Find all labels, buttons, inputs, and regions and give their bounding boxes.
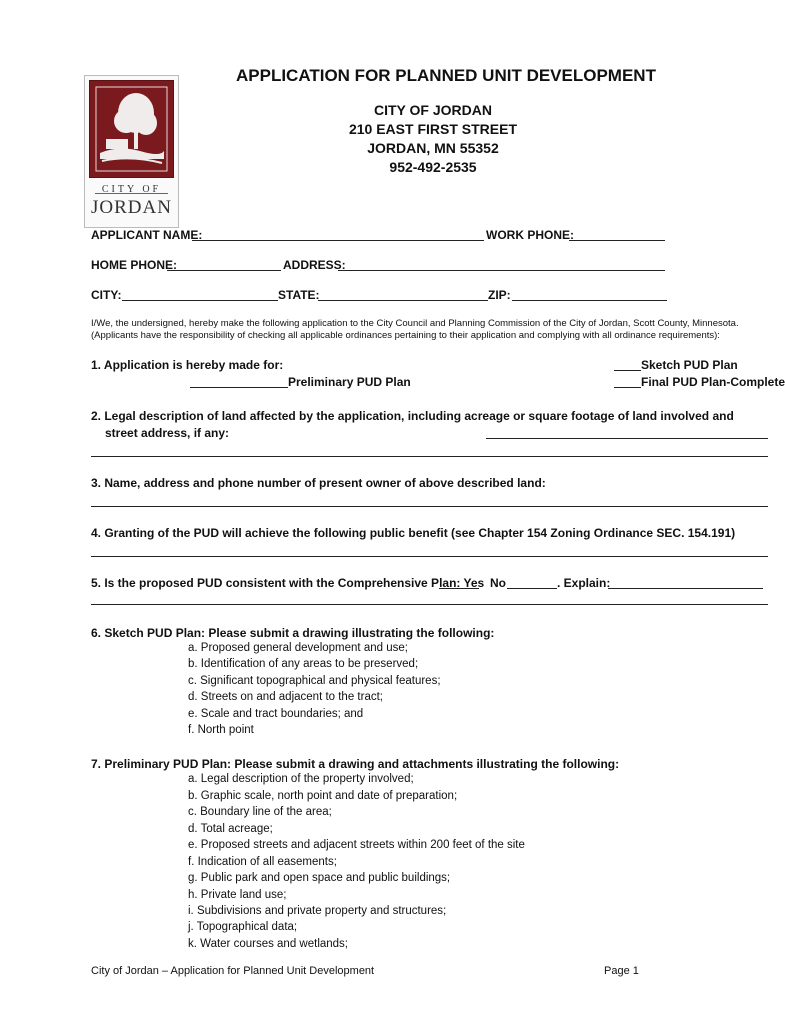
sketch-pud-option: Sketch PUD Plan	[641, 358, 738, 372]
q7-item: j. Topographical data;	[188, 921, 298, 933]
footer-title: City of Jordan – Application for Planned Unit Development	[91, 965, 375, 977]
q7-item: a. Legal description of the property involved;	[188, 773, 414, 785]
q6-item: b. Identification of any areas to be preserved;	[188, 658, 419, 670]
q7-item: g. Public park and open space and public buildings;	[188, 872, 451, 884]
q5-no-field[interactable]	[507, 588, 557, 589]
work-phone-field[interactable]	[569, 240, 665, 241]
q5-explain-label: . Explain:	[557, 576, 611, 590]
city-logo	[84, 75, 179, 228]
address-line-1: CITY OF JORDAN	[374, 102, 492, 118]
q2-label-line-1: 2. Legal description of land affected by the application, including acreage or square footage of land involved and	[91, 409, 734, 423]
applicant-name-label: APPLICANT NAME:	[91, 228, 203, 242]
home-phone-field[interactable]	[167, 270, 281, 271]
q5-answer-line[interactable]	[91, 604, 768, 605]
zip-field[interactable]	[512, 300, 667, 301]
q6-item: d. Streets on and adjacent to the tract;	[188, 691, 383, 703]
q5-no-label: No	[490, 576, 506, 590]
logo-jordan: JORDAN	[91, 197, 172, 218]
sketch-pud-checkline[interactable]	[614, 370, 641, 371]
tree-seal-icon	[89, 80, 174, 178]
state-field[interactable]	[318, 300, 488, 301]
q7-item: d. Total acreage;	[188, 823, 273, 835]
q4-label: 4. Granting of the PUD will achieve the following public benefit (see Chapter 154 Zoning Ordinance SEC. 154.191)	[91, 526, 736, 540]
q2-answer-line-1[interactable]	[486, 438, 768, 439]
q7-item: i. Subdivisions and private property and structures;	[188, 905, 447, 917]
preliminary-pud-checkline[interactable]	[190, 387, 288, 388]
preliminary-pud-option: Preliminary PUD Plan	[288, 375, 411, 389]
intro-line-2: (Applicants have the responsibility of checking all applicable ordinances pertaining to their application and complying with all ordinance requirements):	[91, 330, 720, 341]
q3-label: 3. Name, address and phone number of present owner of above described land:	[91, 476, 546, 490]
city-label: CITY:	[91, 288, 122, 302]
state-label: STATE:	[278, 288, 320, 302]
q5-label: 5. Is the proposed PUD consistent with the Comprehensive Plan: Yes	[91, 576, 485, 590]
final-pud-checkline[interactable]	[614, 387, 641, 388]
q7-label: 7. Preliminary PUD Plan: Please submit a drawing and attachments illustrating the following:	[91, 757, 620, 771]
work-phone-label: WORK PHONE:	[486, 228, 574, 242]
q6-item: a. Proposed general development and use;	[188, 642, 408, 654]
q5-explain-field[interactable]	[608, 588, 763, 589]
q2-label-line-2: street address, if any:	[105, 426, 230, 440]
q7-item: b. Graphic scale, north point and date of preparation;	[188, 790, 458, 802]
address-line-3: JORDAN, MN 55352	[367, 140, 499, 156]
q7-item: e. Proposed streets and adjacent streets within 200 feet of the site	[188, 839, 525, 851]
q2-answer-line-2[interactable]	[91, 456, 768, 457]
q1-label: 1. Application is hereby made for:	[91, 358, 284, 372]
home-phone-label: HOME PHONE:	[91, 258, 178, 272]
q4-answer-line[interactable]	[91, 556, 768, 557]
q7-item: f. Indication of all easements;	[188, 856, 337, 868]
q7-item: c. Boundary line of the area;	[188, 806, 332, 818]
q7-item: k. Water courses and wetlands;	[188, 938, 349, 950]
q3-answer-line[interactable]	[91, 506, 768, 507]
address-field[interactable]	[338, 270, 665, 271]
intro-line-1: I/We, the undersigned, hereby make the following application to the City Council and Planning Commission of the City of Jordan, Scott County, Minnesota.	[91, 318, 739, 329]
q6-item: e. Scale and tract boundaries; and	[188, 708, 364, 720]
q6-label: 6. Sketch PUD Plan: Please submit a drawing illustrating the following:	[91, 626, 495, 640]
applicant-name-field[interactable]	[192, 240, 484, 241]
address-line-4: 952-492-2535	[389, 159, 477, 175]
q5-yes-field[interactable]	[439, 588, 479, 589]
logo-city-of: CITY OF	[101, 184, 162, 195]
zip-label: ZIP:	[488, 288, 511, 302]
page-title: APPLICATION FOR PLANNED UNIT DEVELOPMENT	[236, 66, 656, 85]
q6-item: c. Significant topographical and physical features;	[188, 675, 441, 687]
address-label: ADDRESS:	[283, 258, 346, 272]
q7-item: h. Private land use;	[188, 889, 287, 901]
page-number: Page 1	[604, 965, 639, 977]
address-line-2: 210 EAST FIRST STREET	[348, 121, 518, 137]
city-field[interactable]	[122, 300, 278, 301]
q6-item: f. North point	[188, 724, 254, 736]
final-pud-option: Final PUD Plan-Complete	[641, 375, 785, 389]
